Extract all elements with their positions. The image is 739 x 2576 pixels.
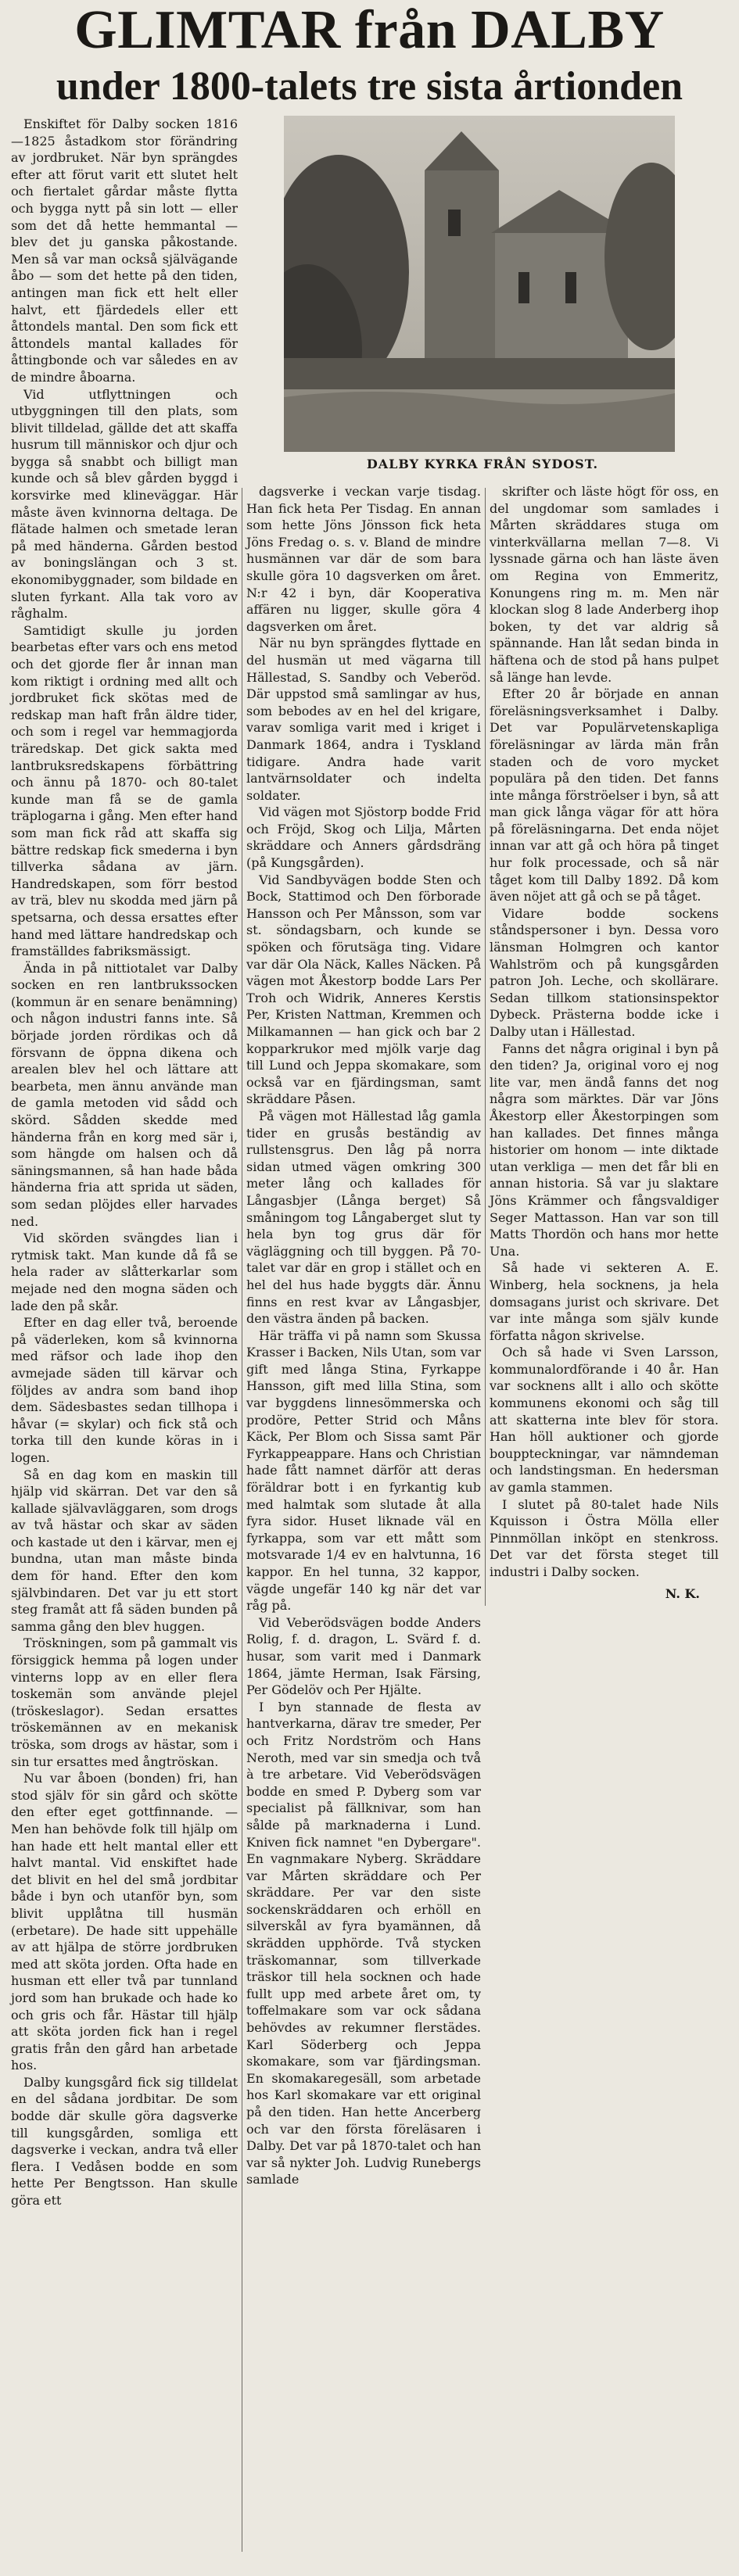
paragraph: Så hade vi sekteren A. E. Winberg, hela socknens, ja hela domsagans jurist och skrivare. Det var inte många som själv kunde författa någon skrivelse. (490, 1260, 719, 1343)
paragraph: Vid Veberödsvägen bodde Anders Rolig, f. d. dragon, L. Svärd f. d. husar, som varit med i Danmark 1864, jämte Herman, Isak Färsing, Per Gödelöv och Per Hjälte. (246, 1614, 481, 1698)
paragraph: Och så hade vi Sven Larsson, kommunalordförande i 40 år. Han var socknens allt i allo och skötte kommunens ekonomi och såg till att skatterna inte blev för stora. Han höll auktioner och gjorde bouppteckningar, var nämndeman och landstingsman. En hedersman av gamla stammen. (490, 1345, 719, 1496)
paragraph: I slutet på 80-talet hade Nils Kquisson i Östra Mölla eller Pinnmöllan inköpt en stenkross. Det var det första steget till industri i Dalby socken. (490, 1496, 719, 1579)
paragraph: Ända in på nittiotalet var Dalby socken en ren lantbrukssocken (kommun är en senare benämning) och någon industri fanns inte. Så började jorden rördikas och då försvann de öppna dikena och arealen blev hel och lättare att bearbeta, men ännu använde man de gamla metoden vid sådd och skörd. Sådden skedde med händerna från en korg med sär i, som hängde om halsen och då säningsmannen, så han hade båda händerna fria att sprida ut säden, som sedan plöjdes eller harvades ned. (11, 960, 238, 1229)
photo-figure (246, 116, 719, 483)
headline: GLIMTAR från DALBY (74, 0, 665, 60)
paragraph: Vid vägen mot Sjöstorp bodde Frid och Fröjd, Skog och Lilja, Mårten skräddare och Anners gårdsdräng (på Kungsgården). (246, 804, 481, 871)
column-right (490, 483, 719, 1602)
church-photo (284, 116, 675, 452)
paragraph: När nu byn sprängdes flyttade en del husmän ut med vägarna till Hällestad, S. Sandby och Veberöd. Där uppstod små samlingar av hus, som bebodes av en hel del krigare, varav somliga varit med i kriget i Danmark 1864, andra i Tyskland tidigare. Andra hade varit lantvärnsoldater och indelta soldater. (246, 636, 481, 803)
photo-caption: DALBY KYRKA FRÅN SYDOST. (366, 457, 599, 471)
paragraph: Efter en dag eller två, beroende på väderleken, kom så kvinnorna med räfsor och lade ihop den avmejade säden till kärvar och följdes av andra som band ihop dem. Sädesbastes sedan tillhopa i håvar (= skylar) och fick stå och torka till den kunde köras in i logen. (11, 1315, 238, 1465)
article-body (11, 116, 728, 2555)
paragraph: skrifter och läste högt för oss, en del ungdomar som samlades i Mårten skräddares stuga om vinterkvällarna mellan 7—8. Vi lyssnade gärna och han läste även om Regina von Emmeritz, Konungens ring m. m. Men när klockan slog 8 lade Anderberg ihop boken, ty det var aldrig så spännande. Han låt sedan binda in häftena och de stod på hans pulpet så länge han levde. (490, 484, 719, 685)
paragraph: Enskiftet för Dalby socken 1816—1825 åstadkom stor förändring av jordbruket. När byn sprängdes efter att förut varit ett slutet helt och fiertalet gårdar måste flytta och bygga nytt på sin lott — eller som det då hette hemmantal — blev det ju ganska påkostande. Men så var man också självägande åbo — som det hette på den tiden, antingen man fick ett helt eller halvt, ett fjärdedels eller ett åttondels mantal. Den som fick ett åttondels mantal kallades för åttingbonde och var således en av de mindre åboarna. (11, 116, 238, 385)
paragraph: Så en dag kom en maskin till hjälp vid skärran. Det var den så kallade självavläggaren, som drogs av två hästar och skar av säden och kastade ut den i kärvar, men ej bundna, utan man måste binda dem för hand. Efter den kom självbindaren. Det var ju ett stort steg framåt att få säden bunden på samma gång den blev huggen. (11, 1467, 238, 1634)
paragraph: Fanns det några original i byn på den tiden? Ja, original voro ej nog lite var, men ändå fanns det nog några som märktes. Där var Jöns Åkestorp eller Åkestorpingen som han kallades. Det finnes många historier om honom — inte diktade utan verkliga — men det får bli en annan historia. Så var ju slaktare Jöns Krämmer och fångsvaldiger Seger Mattasson. Han var son till Matts Thordön och hans mor hette Una. (490, 1041, 719, 1259)
paragraph: Nu var åboen (bonden) fri, han stod själv för sin gård och skötte den efter eget gottfinnande. — Men han behövde folk till hjälp om han hade ett helt mantal eller ett halvt mantal. Vid enskiftet hade det blivit en hel del små jordbitar både i byn och utanför byn, som blivit upplåtna till husmän (erbetare). De hade sitt uppehälle av att hjälpa de större jordbruken med att sköta jorden. Ofta hade en husman ett eller två par tunnland jord som han brukade och hade ko och gris och får. Hästar till hjälp att sköta jorden fick han i regel gratis från den gård han arbetade hos. (11, 1771, 238, 2073)
column-left (11, 116, 238, 2209)
paragraph: Vid Sandbyvägen bodde Sten och Bock, Stattimod och Den förborade Hansson och Per Månsson, som var st. söndagsbarn, och kunde se spöken och förutsäga ting. Vidare var där Ola Näck, Kalles Näcken. På vägen mot Åkestorp bodde Lars Per Troh och Widrik, Anneres Kerstis Per, Kristen Nattman, Kremmen och Milkamannen — han gick och bar 2 kopparkrukor med mjölk varje dag till Lund och Jeppa skomakare, som också var en fjärdingsman, samt skräddare Påsen. (246, 872, 481, 1107)
paragraph: Här träffa vi på namn som Skussa Krasser i Backen, Nils Utan, som var gift med långa Stina, Fyrkappe Hansson, gift med lilla Stina, som var byggdens linnesömmerska och prodöre, Petter Strid och Måns Käck, Per Blom och Sissa samt Pär Fyrkappeappare. Hans och Christian hade fått namnet därför att deras föräldrar bott i en fyrkantig kub med halmtak som slutade åt alla fyra sidor. Huset liknade väl en fyrkappa, som var ett mått som motsvarade 1/4 ev en halvtunna, 16 kappor. En hel tunna, 32 kappor, vägde ungefär 140 kg när det var råg på. (246, 1327, 481, 1614)
paragraph: På vägen mot Hällestad låg gamla tider en grusås beständig av rullstensgrus. Den låg på norra sidan utmed vägen omkring 300 meter lång och kallades för Långasbjer (Långa berget) Så småningom tog Långaberget slut ty hela byn tog grus där för vägläggning och till byggen. På 70-talet var där en grop i stället och en hel del hus hade byggts där. Ännu finns en rest kvar av Långasbjer, den västra änden på backen. (246, 1108, 481, 1327)
church-photo-illustration (284, 116, 675, 452)
column-divider (485, 488, 486, 1606)
column-middle (246, 483, 481, 2188)
paragraph: Samtidigt skulle ju jorden bearbetas efter vars och ens metod och det gjorde fler år innan man kom riktigt i ordning med allt och jordbruket fick skötas med de redskap man haft från äldre tider, och som i regel var hemmagjorda träredskap. Det gick sakta med lantbruksredskapens förbättring och ännu på 1870- och 80-talet kunde man få se de gamla träplogarna i gång. Men efter hand som man fick råd att skaffa sig bättre redskap fick smederna i byn tillverka sådana av järn. Handredskapen, som förr bestod av trä, blev nu skodda med järn på spetsarna, och dessa ersattes efter hand med lättare handredskap och framställdes fabriksmässigt. (11, 622, 238, 959)
paragraph: dagsverke i veckan varje tisdag. Han fick heta Per Tisdag. En annan som hette Jöns Jönsson fick heta Jöns Fredag o. s. v. Bland de mindre husmännen var där de som bara skulle göra 10 dagsverken om året. N:r 42 i byn, där Kooperativa affären nu ligger, skulle göra 4 dagsverken om året. (246, 484, 481, 634)
paragraph: Dalby kungsgård fick sig tilldelat en del sådana jordbitar. De som bodde där skulle göra dagsverke till kungsgården, somliga ett dagsverke i veckan, andra två eller flera. I Vedåsen bodde en som hette Per Bengtsson. Han skulle göra ett (11, 2074, 238, 2209)
paragraph: Tröskningen, som på gammalt vis försiggick hemma på logen under vinterns lopp av en eller flera toskemän som använde plejel (tröskeslagor). Sedan ersattes tröskemännen av en mekanisk tröska, som drogs av hästar, som i sin tur ersattes med ångtröskan. (11, 1636, 238, 1769)
paragraph: Vid skörden svängdes lian i rytmisk takt. Man kunde då få se hela rader av slåtterkarlar som mejade ned den mogna säden och lade den på skår. (11, 1231, 238, 1313)
paragraph: Vid utflyttningen och utbyggningen till den plats, som blivit tilldelad, gällde det att skaffa husrum till människor och djur och bygga så snabbt och billigt man kunde och så blev gården byggd i korsvirke med klineväggar. Här måste även kvinnorna deltaga. De flätade halmen och smetade leran på med händerna. Gården bestod av boningslängan och 3 st. ekonomibyggnader, som bildade en sluten fyrkant. Alla tak voro av råghalm. (11, 386, 238, 622)
subheadline: under 1800-talets tre sista årtionden (56, 64, 683, 109)
paragraph: I byn stannade de flesta av hantverkarna, därav tre smeder, Per och Fritz Nordström och Hans Neroth, med var sin smedja och två à tre arbetare. Vid Veberödsvägen bodde en smed P. Dyberg som var specialist på fällknivar, som han sålde på marknaderna i Lund. Kniven fick namnet "en Dybergare". En vagnmakare Nyberg. Skräddare var Mårten skräddare och Per skräddare. Per var den siste sockenskräddaren och erhöll en silverskål av fyra byamännen, då skrädden upphörde. Två stycken träskomannar, som tillverkade träskor till hela socknen och hade fullt upp med arbete året om, ty toffelmakare som var ock sådana behövdes av rekumner flerstädes. Karl Söderberg och Jeppa skomakare, som var fjärdingsman. En skomakaregesäll, som arbetade hos Karl skomakare var ett original på den tiden. Han hette Ancerberg och var den första föreläsaren i Dalby. Det var på 1870-talet och han var så nykter Joh. Ludvig Runebergs samlade (246, 1699, 481, 2187)
author-signature: N. K. (665, 1585, 700, 1601)
paragraph: Vidare bodde sockens ståndspersoner i byn. Dessa voro länsman Holmgren och kantor Wahlström och på kungsgården patron Joh. Leche, och skollärare. Sedan tillkom stationsinspektor Dybeck. Prästerna bodde icke i Dalby utan i Hällestad. (490, 905, 719, 1039)
paragraph: Efter 20 år började en annan föreläsningsverksamhet i Dalby. Det var Populärvetenskapliga föreläsningar av lärda män från staden och de voro mycket populära på den tiden. Det fanns inte många förströelser i byn, så att man gick långa vägar för att höra på föreläsningarna. Det enda nöjet innan var att gå och höra på tinget hur folk processade, och så när tåget kom till Dalby 1892. Då kom även nöjet att gå och se på tåget. (490, 686, 719, 905)
